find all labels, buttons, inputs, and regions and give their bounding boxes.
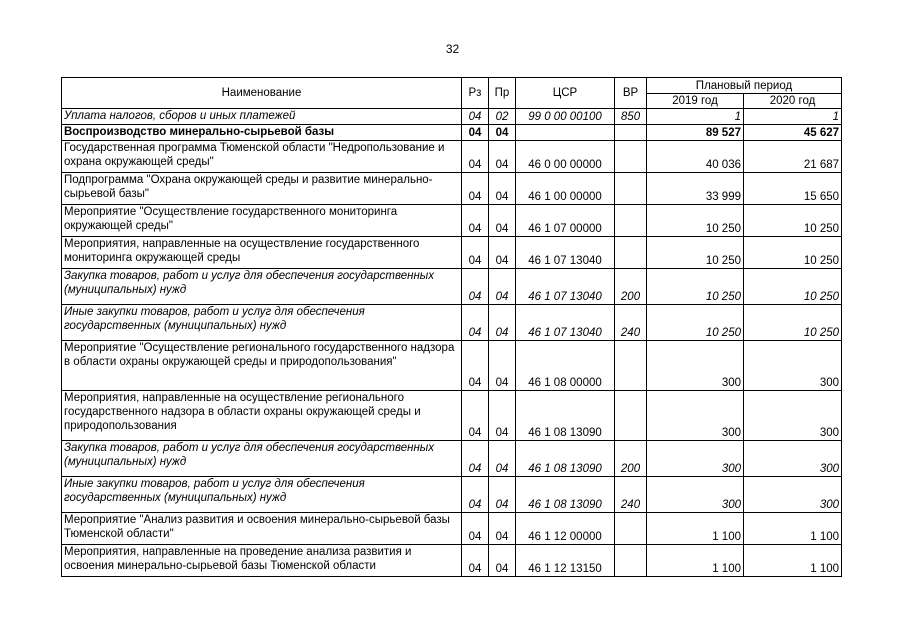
row-rz: 04 (462, 441, 489, 477)
row-csr: 46 1 07 13040 (516, 269, 615, 305)
row-rz: 04 (462, 141, 489, 173)
row-csr: 46 1 00 00000 (516, 173, 615, 205)
row-rz: 04 (462, 391, 489, 441)
row-2020: 300 (744, 391, 842, 441)
row-pr: 04 (489, 305, 516, 341)
row-csr: 46 1 08 13090 (516, 477, 615, 513)
row-pr: 04 (489, 173, 516, 205)
table-row (62, 441, 842, 477)
row-vr: 850 (615, 109, 647, 125)
row-csr: 46 1 08 13090 (516, 391, 615, 441)
row-vr: 240 (615, 305, 647, 341)
table-body (62, 109, 842, 577)
table-row (62, 391, 842, 441)
row-pr: 04 (489, 391, 516, 441)
row-2020: 10 250 (744, 205, 842, 237)
table-row (62, 305, 842, 341)
row-name: Мероприятия, направленные на проведение анализа развития и освоения минерально-сырьевой базы Тюменской области (62, 545, 462, 577)
row-csr: 46 0 00 00000 (516, 141, 615, 173)
row-vr (615, 237, 647, 269)
table-row (62, 269, 842, 305)
row-vr (615, 205, 647, 237)
row-2020: 300 (744, 441, 842, 477)
row-2020: 15 650 (744, 173, 842, 205)
table-row (62, 545, 842, 577)
row-pr: 04 (489, 141, 516, 173)
row-csr: 46 1 07 00000 (516, 205, 615, 237)
row-2019: 89 527 (647, 125, 744, 141)
row-name: Мероприятие "Осуществление регионального государственного надзора в области охраны окружающей среды и природопользования" (62, 341, 462, 391)
row-csr (516, 125, 615, 141)
row-vr (615, 173, 647, 205)
row-2019: 10 250 (647, 269, 744, 305)
row-name: Государственная программа Тюменской области "Недропользование и охрана окружающей среды" (62, 141, 462, 173)
header-name: Наименование (62, 78, 462, 109)
row-name: Уплата налогов, сборов и иных платежей (62, 109, 462, 125)
header-vr: ВР (615, 78, 647, 109)
header-pr: Пр (489, 78, 516, 109)
table-row (62, 341, 842, 391)
table-row (62, 141, 842, 173)
row-rz: 04 (462, 269, 489, 305)
row-2020: 300 (744, 477, 842, 513)
row-csr: 46 1 12 00000 (516, 513, 615, 545)
row-pr: 04 (489, 341, 516, 391)
row-name: Закупка товаров, работ и услуг для обеспечения государственных (муниципальных) нужд (62, 441, 462, 477)
header-csr: ЦСР (516, 78, 615, 109)
row-2020: 1 100 (744, 545, 842, 577)
row-vr: 240 (615, 477, 647, 513)
table-row (62, 109, 842, 125)
table-row (62, 513, 842, 545)
table-row (62, 173, 842, 205)
row-2019: 300 (647, 341, 744, 391)
row-2019: 10 250 (647, 305, 744, 341)
row-2020: 10 250 (744, 237, 842, 269)
row-rz: 04 (462, 477, 489, 513)
row-vr (615, 391, 647, 441)
row-vr: 200 (615, 269, 647, 305)
row-name: Мероприятия, направленные на осуществление государственного мониторинга окружающей среды (62, 237, 462, 269)
row-rz: 04 (462, 341, 489, 391)
row-pr: 04 (489, 205, 516, 237)
row-csr: 99 0 00 00100 (516, 109, 615, 125)
row-rz: 04 (462, 513, 489, 545)
row-pr: 04 (489, 441, 516, 477)
table-row (62, 477, 842, 513)
row-2020: 10 250 (744, 305, 842, 341)
row-pr: 04 (489, 125, 516, 141)
row-2020: 300 (744, 341, 842, 391)
row-vr (615, 341, 647, 391)
row-name: Воспроизводство минерально-сырьевой базы (62, 125, 462, 141)
row-vr (615, 141, 647, 173)
row-2019: 300 (647, 441, 744, 477)
row-rz: 04 (462, 125, 489, 141)
row-2020: 1 (744, 109, 842, 125)
row-rz: 04 (462, 237, 489, 269)
row-name: Иные закупки товаров, работ и услуг для обеспечения государственных (муниципальных) нужд (62, 305, 462, 341)
row-2019: 10 250 (647, 237, 744, 269)
row-2020: 1 100 (744, 513, 842, 545)
row-2019: 40 036 (647, 141, 744, 173)
row-2019: 300 (647, 391, 744, 441)
row-rz: 04 (462, 109, 489, 125)
page-number: 32 (445, 42, 460, 56)
row-2019: 10 250 (647, 205, 744, 237)
table-row (62, 205, 842, 237)
row-pr: 04 (489, 269, 516, 305)
row-csr: 46 1 07 13040 (516, 237, 615, 269)
header-2019: 2019 год (647, 94, 744, 109)
table-row (62, 125, 842, 141)
row-rz: 04 (462, 173, 489, 205)
row-pr: 04 (489, 545, 516, 577)
row-name: Мероприятие "Осуществление государственного мониторинга окружающей среды" (62, 205, 462, 237)
row-2019: 33 999 (647, 173, 744, 205)
row-csr: 46 1 07 13040 (516, 305, 615, 341)
row-rz: 04 (462, 545, 489, 577)
row-name: Мероприятие "Анализ развития и освоения минерально-сырьевой базы Тюменской области" (62, 513, 462, 545)
row-pr: 02 (489, 109, 516, 125)
header-2020: 2020 год (744, 94, 842, 109)
header-rz: Рз (462, 78, 489, 109)
row-2019: 1 100 (647, 513, 744, 545)
row-csr: 46 1 12 13150 (516, 545, 615, 577)
row-rz: 04 (462, 205, 489, 237)
row-2019: 1 (647, 109, 744, 125)
row-csr: 46 1 08 00000 (516, 341, 615, 391)
row-vr (615, 125, 647, 141)
budget-table (61, 77, 842, 577)
row-name: Закупка товаров, работ и услуг для обеспечения государственных (муниципальных) нужд (62, 269, 462, 305)
row-2020: 45 627 (744, 125, 842, 141)
row-2019: 300 (647, 477, 744, 513)
row-vr: 200 (615, 441, 647, 477)
row-2019: 1 100 (647, 545, 744, 577)
row-2020: 21 687 (744, 141, 842, 173)
row-2020: 10 250 (744, 269, 842, 305)
row-name: Подпрограмма "Охрана окружающей среды и развитие минерально-сырьевой базы" (62, 173, 462, 205)
row-name: Иные закупки товаров, работ и услуг для обеспечения государственных (муниципальных) нужд (62, 477, 462, 513)
row-name: Мероприятия, направленные на осуществление регионального государственного надзора в области охраны окружающей среды и природопользования (62, 391, 462, 441)
row-pr: 04 (489, 477, 516, 513)
row-vr (615, 513, 647, 545)
row-vr (615, 545, 647, 577)
row-pr: 04 (489, 513, 516, 545)
row-rz: 04 (462, 305, 489, 341)
row-pr: 04 (489, 237, 516, 269)
row-csr: 46 1 08 13090 (516, 441, 615, 477)
header-plan-period: Плановый период (647, 78, 842, 94)
table-row (62, 237, 842, 269)
